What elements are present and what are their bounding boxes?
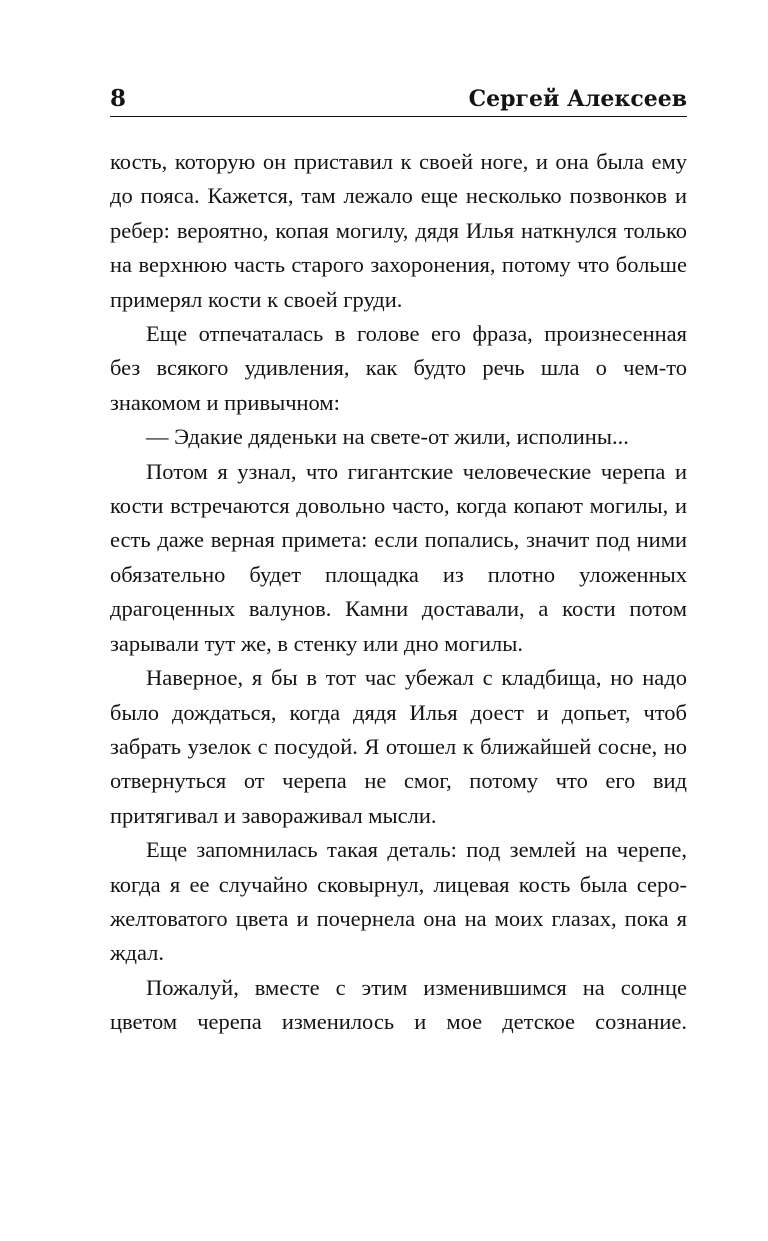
paragraph: Еще запомнилась такая деталь: под землей на черепе, когда я ее случайно сковырнул, лицевая кость была серо-желтоватого цвета и почернела она на моих глазах, пока я ждал. (110, 837, 687, 966)
running-title: Сергей Алексеев (468, 86, 687, 112)
paragraph: Еще отпечаталась в голове его фраза, произнесенная без всякого удивления, как будто речь шла о чем-то знакомом и привычном: (110, 321, 687, 415)
body-text (110, 145, 687, 1040)
paragraph: кость, которую он приставил к своей ноге, и она была ему до пояса. Кажется, там лежало еще несколько позвонков и ребер: вероятно, копая могилу, дядя Илья наткнулся только на верхнюю часть старого захоронения, потому что больше примерял кости к своей груди. (110, 149, 687, 312)
paragraph: Пожалуй, вместе с этим изменившимся на солнце цветом черепа изменилось и мое детское сознание. (110, 974, 687, 1035)
page-number: 8 (110, 85, 127, 112)
dialogue-line: — Эдакие дяденьки на свете-от жили, исполины... (146, 424, 629, 450)
paragraph: Наверное, я бы в тот час убежал с кладбища, но надо было дождаться, когда дядя Илья доест и допьет, чтоб забрать узелок с посудой. Я отошел к ближайшей сосне, но отвернуться от черепа не смог, потому что его вид притягивал и завораживал мысли. (110, 665, 687, 828)
page-header (110, 76, 687, 117)
paragraph: Потом я узнал, что гигантские человеческие черепа и кости встречаются довольно часто, когда копают могилы, и есть даже верная примета: если попались, значит под ними обязательно будет площадка из плотно уложенных драгоценных валунов. Камни доставали, а кости потом зарывали тут же, в стенку или дно могилы. (110, 458, 687, 656)
book-page (110, 76, 687, 1040)
